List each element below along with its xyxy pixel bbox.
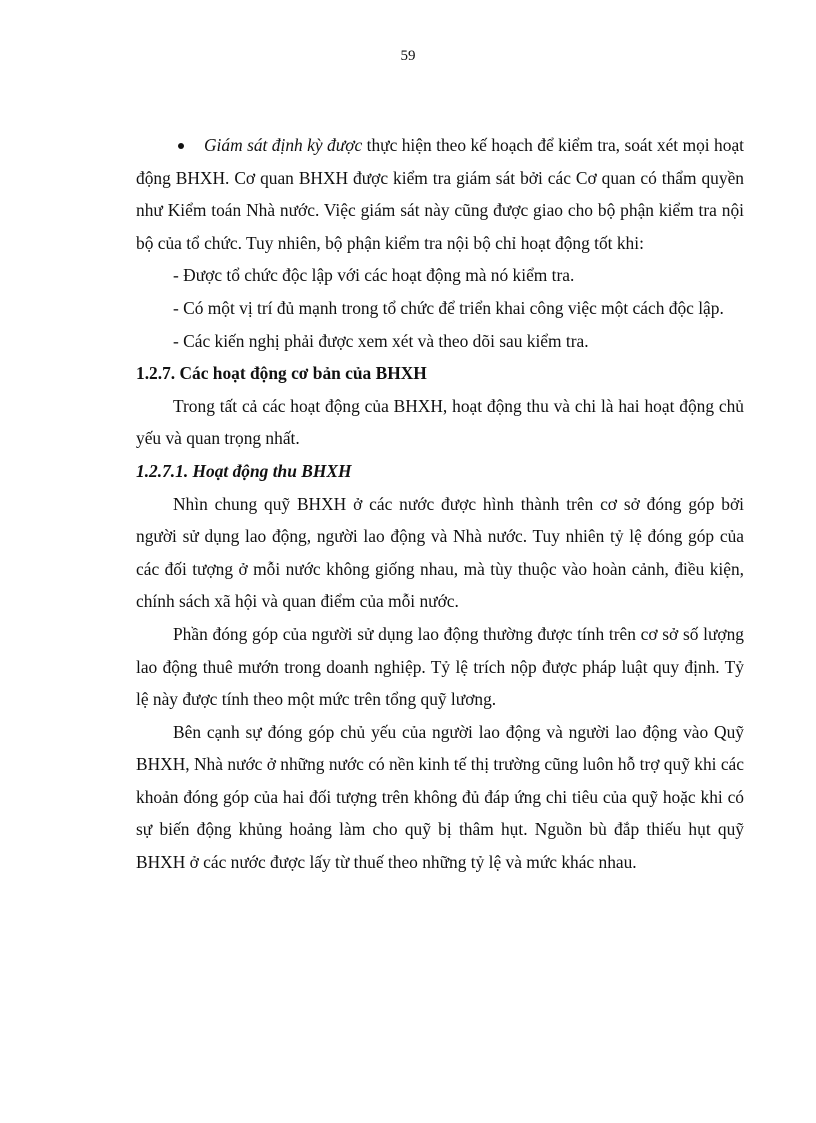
page-body: [136, 129, 744, 879]
condition-item: - Các kiến nghị phải được xem xét và theo dõi sau kiểm tra.: [173, 330, 589, 351]
condition-item: - Có một vị trí đủ mạnh trong tổ chức để triển khai công việc một cách độc lập.: [173, 297, 724, 318]
bullet-icon: [178, 143, 184, 149]
page-number: 59: [400, 48, 416, 64]
body-paragraph: Phần đóng góp của người sử dụng lao động thường được tính trên cơ sở số lượng lao động thuê mướn trong doanh nghiệp. Tỷ lệ trích nộp được pháp luật quy định. Tỷ lệ này được tính theo một mức trên tổng quỹ lương.: [136, 623, 744, 710]
section-heading: 1.2.7. Các hoạt động cơ bản của BHXH: [136, 363, 427, 384]
subsection-heading: 1.2.7.1. Hoạt động thu BHXH: [136, 460, 352, 481]
bullet-text: thực hiện theo kế hoạch để kiểm tra, soát xét mọi hoạt động BHXH. Cơ quan BHXH được kiểm tra giám sát bởi các Cơ quan có thẩm quyền như Kiểm toán Nhà nước. Việc giám sát này cũng được giao cho bộ phận kiểm tra nội bộ của tổ chức. Tuy nhiên, bộ phận kiểm tra nội bộ chỉ hoạt động tốt khi:: [136, 135, 744, 253]
condition-item: - Được tổ chức độc lập với các hoạt động mà nó kiểm tra.: [173, 265, 575, 286]
section-intro: Trong tất cả các hoạt động của BHXH, hoạt động thu và chi là hai hoạt động chủ yếu và quan trọng nhất.: [136, 395, 744, 449]
bullet-lead: Giám sát định kỳ được: [204, 135, 363, 155]
body-paragraph: Nhìn chung quỹ BHXH ở các nước được hình thành trên cơ sở đóng góp bởi người sử dụng lao động, người lao động và Nhà nước. Tuy nhiên tỷ lệ đóng góp của các đối tượng ở mỗi nước không giống nhau, mà tùy thuộc vào hoàn cảnh, điều kiện, chính sách xã hội và quan điểm của mỗi nước.: [136, 493, 744, 612]
body-paragraph: Bên cạnh sự đóng góp chủ yếu của người lao động và người lao động vào Quỹ BHXH, Nhà nước ở những nước có nền kinh tế thị trường cũng luôn hỗ trợ quỹ khi các khoản đóng góp của hai đối tượng trên không đủ đáp ứng chi tiêu của quỹ hoặc khi có sự biến động khủng hoảng làm cho quỹ bị thâm hụt. Nguồn bù đắp thiếu hụt quỹ BHXH ở các nước được lấy từ thuế theo những tỷ lệ và mức khác nhau.: [136, 721, 744, 873]
bullet-paragraph: [136, 129, 744, 259]
